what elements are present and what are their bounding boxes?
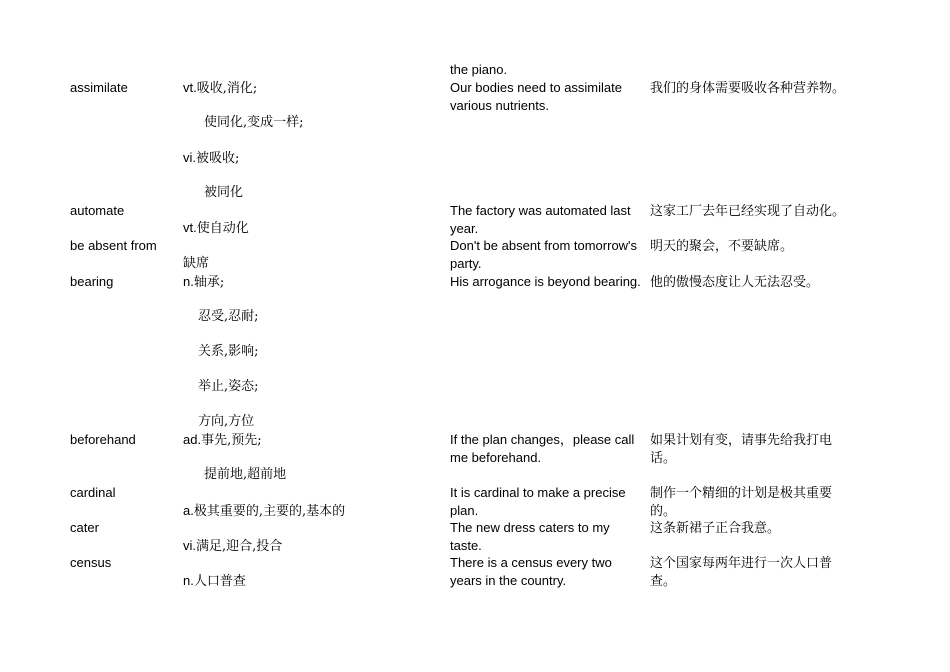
example-sentence-cn: 我们的身体需要吸收各种营养物。: [650, 81, 846, 96]
part-of-speech: n.: [183, 573, 194, 588]
example-sentence-cn: 这个国家每两年进行一次人口普查。: [650, 556, 833, 589]
entry-definition: 举止,姿态;: [198, 379, 259, 394]
example-sentence-cn: 制作一个精细的计划是极其重要的。: [650, 486, 833, 519]
part-of-speech: ad.: [183, 432, 202, 447]
entry-definition: 忍受,忍耐;: [198, 309, 259, 324]
part-of-speech: a.: [183, 503, 194, 518]
definition-text: 事先,预先;: [201, 433, 262, 448]
entry-word-automate: automate: [70, 203, 125, 218]
entry-definition: [183, 273, 224, 292]
entry-definition: 提前地,超前地: [204, 467, 287, 482]
definition-text: 吸收,消化;: [196, 81, 258, 96]
entry-definition: [183, 431, 262, 450]
example-sentence-en: The factory was automated last year.: [450, 203, 631, 236]
entry-word-cardinal: cardinal: [70, 485, 116, 500]
part-of-speech: vt.: [183, 80, 197, 95]
part-of-speech: vi.: [183, 150, 196, 165]
entry-definition: [183, 502, 345, 521]
example-sentence-en: Don't be absent from tomorrow's party.: [450, 238, 638, 271]
definition-text: 被吸收;: [196, 151, 240, 166]
example-sentence-en: It is cardinal to make a precise plan.: [450, 485, 626, 518]
definition-text: 人口普查: [193, 574, 246, 589]
definition-text: 极其重要的,主要的,基本的: [193, 504, 346, 519]
definition-text: 满足,迎合,投合: [196, 539, 283, 554]
entry-definition: 关系,影响;: [198, 344, 259, 359]
entry-word-assimilate: assimilate: [70, 80, 128, 95]
definition-text: 轴承;: [193, 275, 225, 290]
example-sentence-en: Our bodies need to assimilate various nutrients.: [450, 80, 622, 113]
entry-definition: 缺席: [183, 256, 210, 271]
entry-word-be-absent-from: be absent from: [70, 238, 157, 253]
part-of-speech: vi.: [183, 538, 196, 553]
entry-definition: [183, 79, 257, 98]
example-sentence-cn: 这条新裙子正合我意。: [650, 521, 781, 536]
part-of-speech: n.: [183, 274, 194, 289]
entry-definition: 被同化: [204, 185, 244, 200]
entry-definition: [183, 219, 249, 238]
entry-definition: 方向,方位: [198, 414, 255, 429]
entry-word-bearing: bearing: [70, 274, 114, 289]
example-sentence-en: If the plan changes，please call me beforehand.: [450, 432, 635, 465]
entry-word-census: census: [70, 555, 112, 570]
definition-text: 使自动化: [196, 221, 249, 236]
part-of-speech: vt.: [183, 220, 197, 235]
example-sentence-en: There is a census every two years in the country.: [450, 555, 612, 588]
example-sentence-cn: 他的傲慢态度让人无法忍受。: [650, 275, 820, 290]
example-sentence-cn: 这家工厂去年已经实现了自动化。: [650, 204, 846, 219]
entry-definition: [183, 537, 282, 556]
entry-definition: [183, 572, 246, 591]
entry-word-cater: cater: [70, 520, 99, 535]
example-sentence-en: The new dress caters to my taste.: [450, 520, 610, 553]
example-sentence-en: His arrogance is beyond bearing.: [450, 274, 641, 289]
carryover-sentence: the piano.: [450, 62, 508, 77]
example-sentence-cn: 如果计划有变，请事先给我打电话。: [650, 433, 833, 466]
entry-definition: 使同化,变成一样;: [204, 115, 304, 130]
example-sentence-cn: 明天的聚会，不要缺席。: [650, 239, 794, 254]
entry-word-beforehand: beforehand: [70, 432, 136, 447]
entry-definition: [183, 149, 239, 168]
